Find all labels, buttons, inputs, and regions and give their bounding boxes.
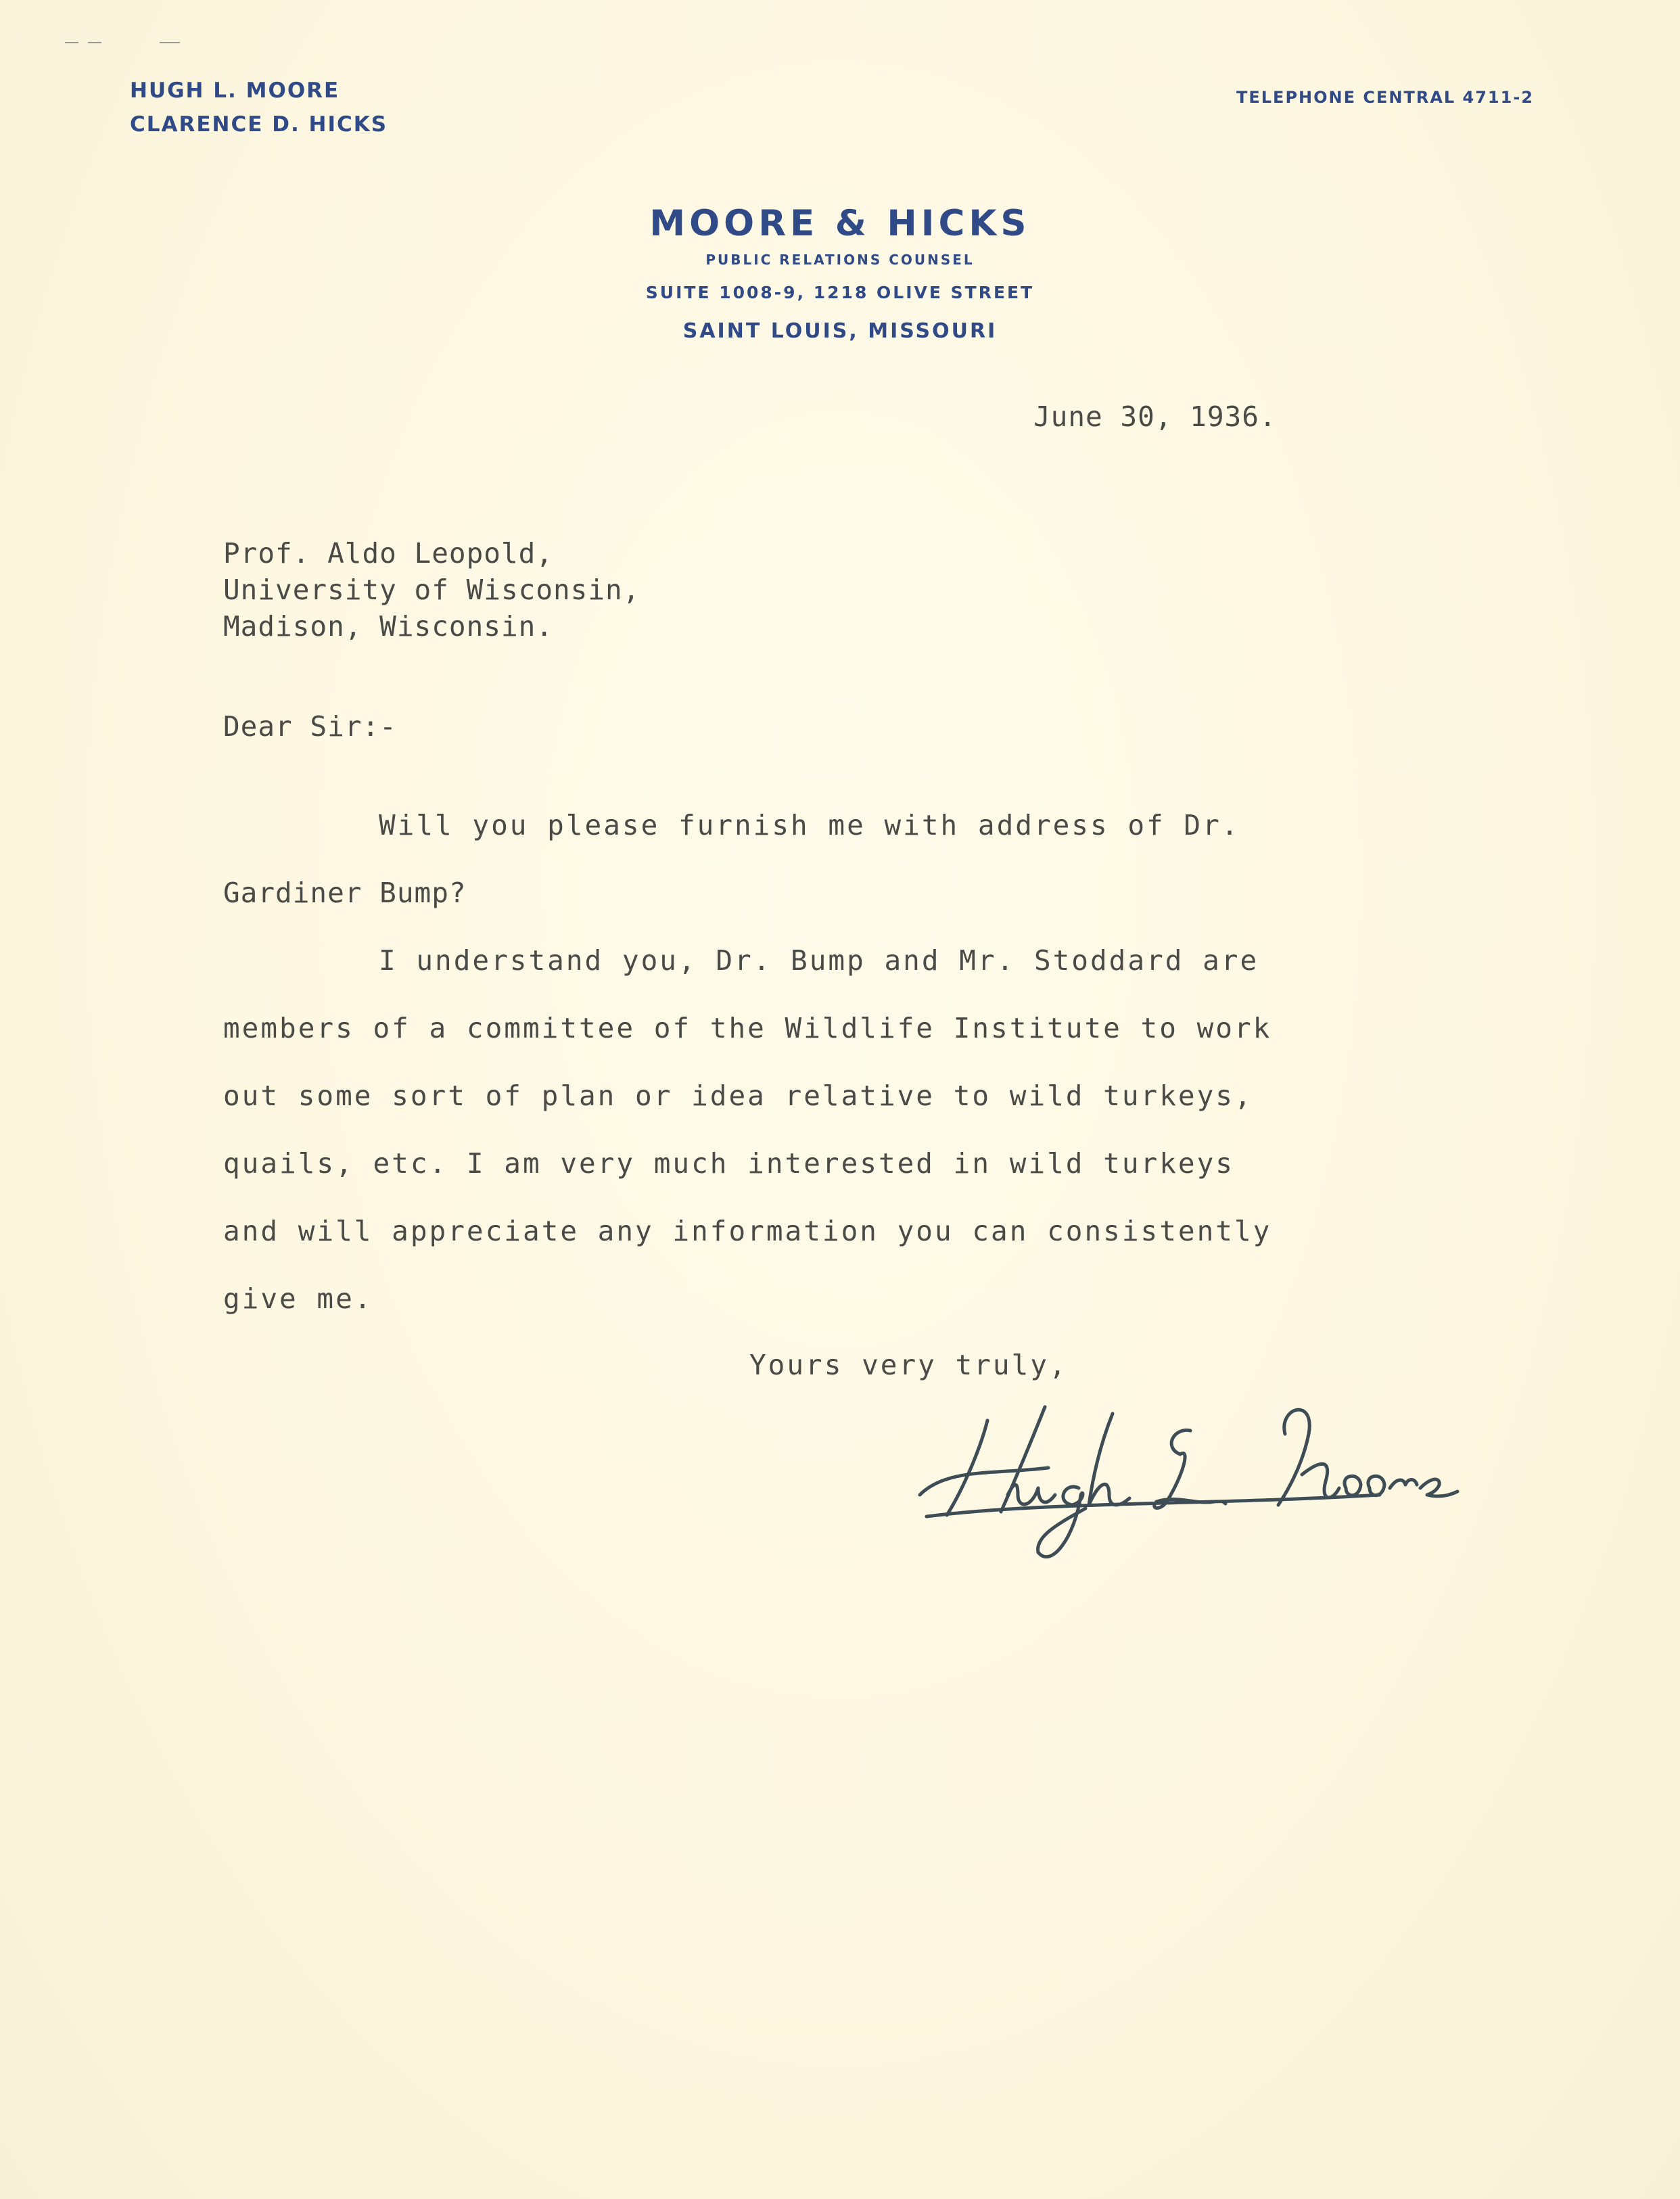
body-line: I understand you, Dr. Bump and Mr. Stoddard are: [379, 944, 1259, 977]
closing: Yours very truly,: [749, 1349, 1068, 1381]
letterhead-tagline: PUBLIC RELATIONS COUNSEL: [705, 252, 975, 268]
handwritten-signature: [906, 1393, 1461, 1569]
body-line: Gardiner Bump?: [223, 877, 467, 909]
body-line: Will you please furnish me with address of Dr.: [379, 809, 1240, 841]
letterhead-city: SAINT LOUIS, MISSOURI: [682, 319, 998, 343]
letterhead-telephone: TELEPHONE CENTRAL 4711-2: [1236, 88, 1534, 107]
letter-date: June 30, 1936.: [1033, 400, 1277, 433]
letterhead-partner-1: HUGH L. MOORE: [130, 78, 340, 103]
recipient-line: Madison, Wisconsin.: [223, 610, 553, 643]
body-line: and will appreciate any information you can consistently: [223, 1215, 1272, 1247]
body-line: quails, etc. I am very much interested in wild turkeys: [223, 1147, 1234, 1180]
letterhead-suite: SUITE 1008-9, 1218 OLIVE STREET: [645, 283, 1035, 302]
body-line: out some sort of plan or idea relative to wild turkeys,: [223, 1080, 1253, 1112]
body-line: give me.: [223, 1282, 373, 1315]
paper-smudge: [65, 41, 180, 45]
letterhead-partner-2: CLARENCE D. HICKS: [130, 112, 388, 137]
salutation: Dear Sir:-: [223, 710, 397, 743]
recipient-line: University of Wisconsin,: [223, 574, 640, 606]
letterhead-firm-name: MOORE & HICKS: [649, 203, 1031, 244]
recipient-line: Prof. Aldo Leopold,: [223, 537, 553, 570]
body-line: members of a committee of the Wildlife Institute to work: [223, 1012, 1272, 1044]
